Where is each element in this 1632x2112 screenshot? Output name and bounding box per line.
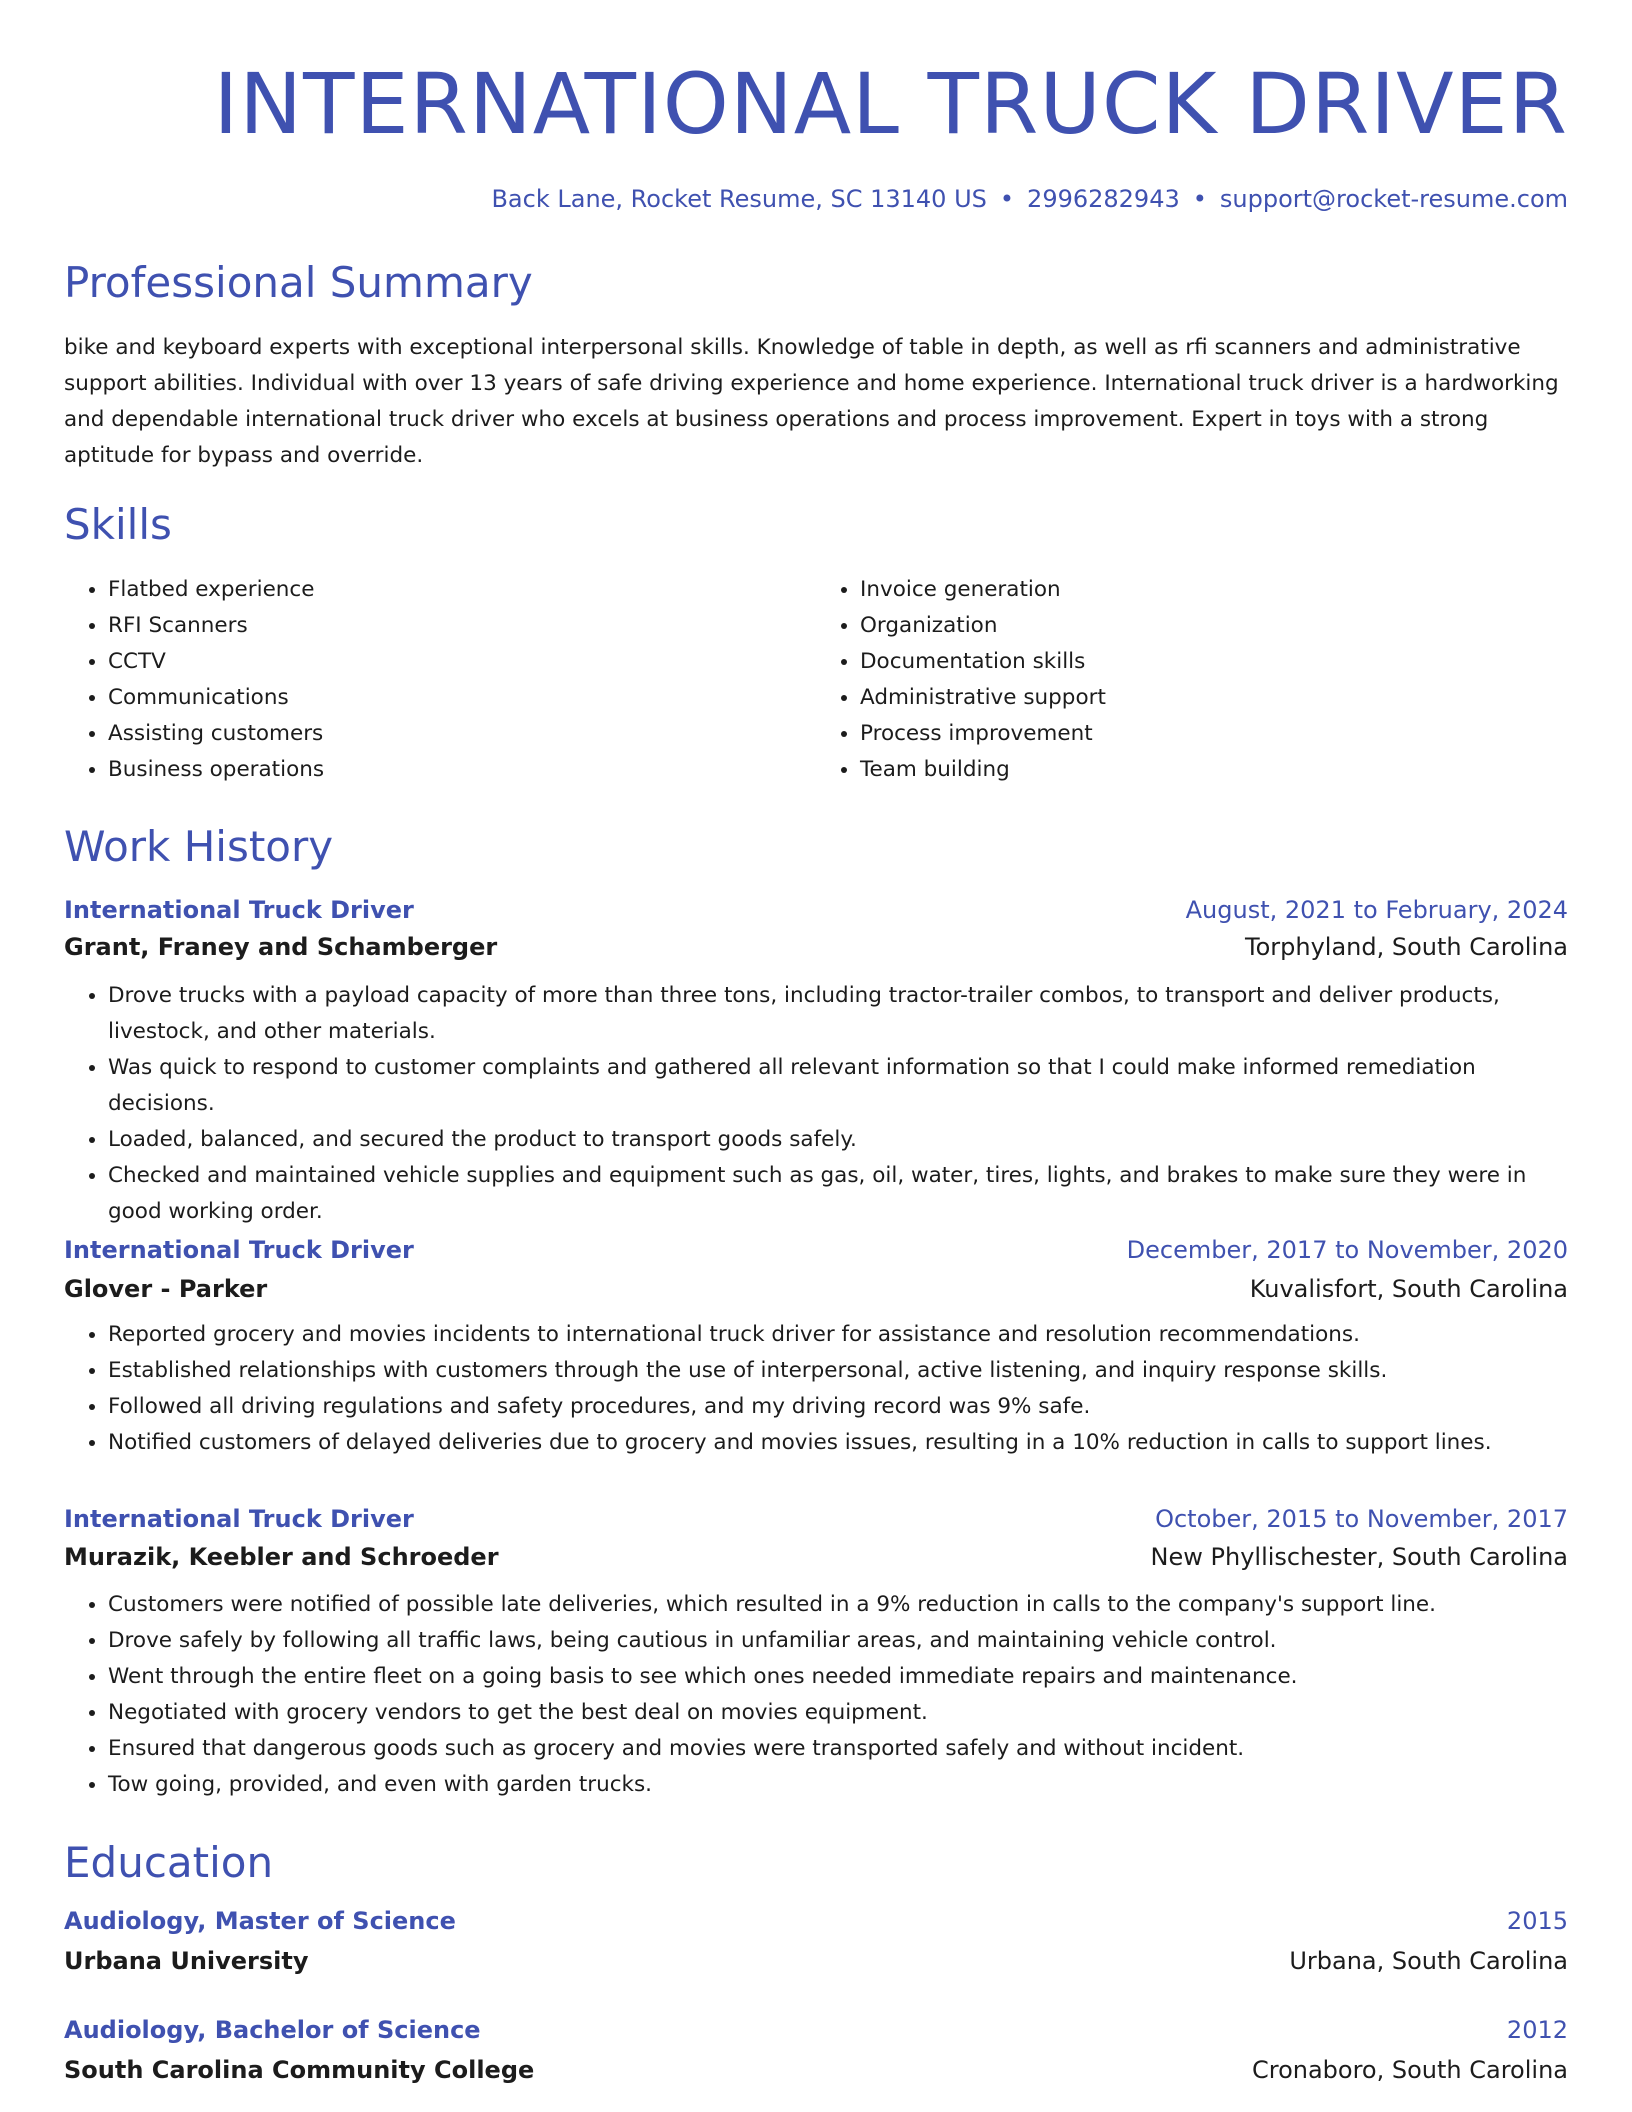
separator-dot: •: [1192, 185, 1207, 213]
skill-item: • Business operations: [108, 752, 816, 788]
job-header: [64, 1238, 1568, 1262]
graduation-year: 2012: [1506, 2016, 1568, 2044]
job-dates: August, 2021 to February, 2024: [1185, 896, 1568, 924]
job-bullet: • Established relationships with customers through the use of interpersonal, active listening, and inquiry response skills.: [108, 1353, 1568, 1389]
education-section: [64, 1838, 1568, 1887]
job-bullet: • Followed all driving regulations and safety procedures, and my driving record was 9% safe.: [108, 1389, 1568, 1425]
job-bullets: [64, 1317, 1568, 1461]
address: Back Lane, Rocket Resume, SC 13140 US: [491, 185, 987, 213]
skills-lists: [64, 572, 1568, 788]
company-name: Glover - Parker: [64, 1275, 268, 1303]
job-subheader: [64, 935, 1568, 959]
phone: 2996282943: [1027, 185, 1180, 213]
work-section: [64, 822, 1568, 871]
job-entry: [64, 1238, 1568, 1461]
education-header: [64, 2018, 1568, 2042]
job-entry: [64, 1507, 1568, 1803]
skill-item: • Invoice generation: [860, 572, 1568, 608]
skill-item: • Communications: [108, 680, 816, 716]
education-header: [64, 1909, 1568, 1933]
skill-item: • Organization: [860, 608, 1568, 644]
education-subheader: [64, 2058, 1568, 2082]
skill-item: • Flatbed experience: [108, 572, 816, 608]
job-header: [64, 1507, 1568, 1531]
degree-name: Audiology, Master of Science: [64, 1907, 456, 1935]
contact-line: [64, 187, 1568, 211]
job-bullet: • Reported grocery and movies incidents to international truck driver for assistance and resolution recommendations.: [108, 1317, 1568, 1353]
job-bullet: • Went through the entire fleet on a going basis to see which ones needed immediate repairs and maintenance.: [108, 1659, 1568, 1695]
job-bullet: • Was quick to respond to customer complaints and gathered all relevant information so that I could make informed remediation decisions.: [108, 1050, 1568, 1122]
skills-list-left: [64, 572, 816, 788]
job-bullets: [64, 1587, 1568, 1803]
company-name: Grant, Franey and Schamberger: [64, 933, 498, 961]
email-link[interactable]: support@rocket-resume.com: [1219, 185, 1568, 213]
school-name: South Carolina Community College: [64, 2056, 535, 2084]
school-name: Urbana University: [64, 1947, 309, 1975]
section-title-summary: Professional Summary: [64, 258, 533, 307]
job-title: International Truck Driver: [64, 1505, 414, 1533]
job-bullet: • Checked and maintained vehicle supplies and equipment such as gas, oil, water, tires, lights, and brakes to make sure they were in good working order.: [108, 1158, 1568, 1230]
summary-body: [64, 330, 1568, 474]
job-bullet: • Negotiated with grocery vendors to get the best deal on movies equipment.: [108, 1695, 1568, 1731]
job-dates: December, 2017 to November, 2020: [1126, 1236, 1568, 1264]
job-subheader: [64, 1277, 1568, 1301]
education-entry: [64, 2018, 1568, 2082]
job-location: New Phyllischester, South Carolina: [1150, 1543, 1568, 1571]
job-entry: [64, 898, 1568, 1230]
skill-item: • Team building: [860, 752, 1568, 788]
section-title-education: Education: [64, 1838, 274, 1887]
skills-section: [64, 500, 1568, 549]
skill-item: • Documentation skills: [860, 644, 1568, 680]
skill-item: • Assisting customers: [108, 716, 816, 752]
job-location: Kuvalisfort, South Carolina: [1249, 1275, 1568, 1303]
degree-name: Audiology, Bachelor of Science: [64, 2016, 481, 2044]
job-location: Torphyland, South Carolina: [1245, 933, 1568, 961]
job-bullet: • Customers were notified of possible late deliveries, which resulted in a 9% reduction in calls to the company's support line.: [108, 1587, 1568, 1623]
job-title: International Truck Driver: [64, 896, 414, 924]
job-bullet: • Notified customers of delayed deliveries due to grocery and movies issues, resulting in a 10% reduction in calls to support lines.: [108, 1425, 1568, 1461]
summary-text: bike and keyboard experts with exceptional interpersonal skills. Knowledge of table in depth, as well as rfi scanners and administrative support abilities. Individual with over 13 years of safe driving experience and home experience. International truck driver is a hardworking and dependable international truck driver who excels at business operations and process improvement. Expert in toys with a strong aptitude for bypass and override.: [64, 335, 1559, 468]
separator-dot: •: [999, 185, 1015, 213]
section-title-work: Work History: [64, 822, 334, 871]
resume-page: [64, 0, 1568, 2084]
job-title: International Truck Driver: [64, 1236, 414, 1264]
graduation-year: 2015: [1506, 1907, 1568, 1935]
job-bullet: • Ensured that dangerous goods such as grocery and movies were transported safely and without incident.: [108, 1731, 1568, 1767]
job-bullet: • Drove trucks with a payload capacity of more than three tons, including tractor-trailer combos, to transport and deliver products, livestock, and other materials.: [108, 978, 1568, 1050]
skill-item: • RFI Scanners: [108, 608, 816, 644]
summary-section: [64, 258, 1568, 307]
education-subheader: [64, 1949, 1568, 1973]
education-entry: [64, 1909, 1568, 1973]
job-subheader: [64, 1545, 1568, 1569]
resume-header: [64, 55, 1568, 213]
job-bullet: • Drove safely by following all traffic laws, being cautious in unfamiliar areas, and maintaining vehicle control.: [108, 1623, 1568, 1659]
candidate-name: INTERNATIONAL TRUCK DRIVER: [213, 55, 1568, 153]
job-bullet: • Tow going, provided, and even with garden trucks.: [108, 1767, 1568, 1803]
school-location: Cronaboro, South Carolina: [1251, 2056, 1568, 2084]
job-header: [64, 898, 1568, 922]
section-title-skills: Skills: [64, 500, 172, 549]
skill-item: • Administrative support: [860, 680, 1568, 716]
skill-item: • Process improvement: [860, 716, 1568, 752]
school-location: Urbana, South Carolina: [1289, 1947, 1568, 1975]
job-dates: October, 2015 to November, 2017: [1155, 1505, 1568, 1533]
skill-item: • CCTV: [108, 644, 816, 680]
job-bullets: [64, 978, 1568, 1230]
company-name: Murazik, Keebler and Schroeder: [64, 1543, 499, 1571]
job-bullet: • Loaded, balanced, and secured the product to transport goods safely.: [108, 1122, 1568, 1158]
skills-list-right: [816, 572, 1568, 788]
